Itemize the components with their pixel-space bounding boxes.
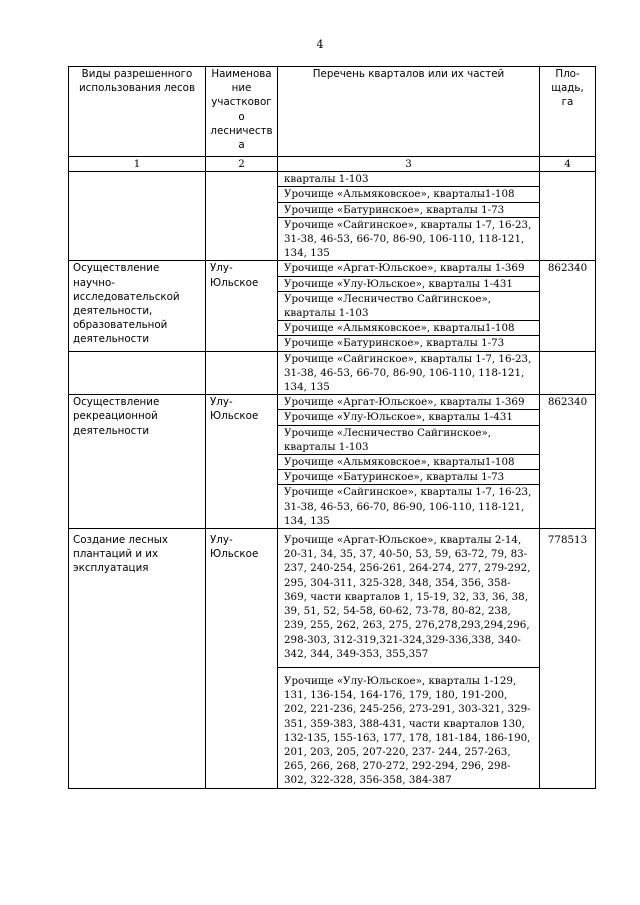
use-type-cell: Создание лесных плантаций и их эксплуатация xyxy=(69,529,206,788)
column-number: 4 xyxy=(540,157,596,172)
quarter-item: Урочище «Альмяковское», кварталы1-108 xyxy=(278,187,540,202)
quarter-item: Урочище «Батуринское», кварталы 1-73 xyxy=(278,336,540,351)
area-cell: 862340 xyxy=(540,395,596,529)
area-cell xyxy=(540,351,596,395)
use-type-cell: Осуществление рекреационной деятельности xyxy=(69,395,206,529)
forestry-cell: Улу-Юльское xyxy=(206,261,278,351)
table-row xyxy=(69,172,596,187)
quarter-item: Урочище «Улу-Юльское», кварталы 1-431 xyxy=(278,410,540,425)
header-area: Пло- щадь, га xyxy=(540,67,596,157)
quarter-item: Урочище «Альмяковское», кварталы1-108 xyxy=(278,321,540,336)
forest-use-table xyxy=(68,66,596,789)
table-row xyxy=(69,261,596,276)
forestry-cell: Улу-Юльское xyxy=(206,395,278,529)
header-forestry: Наименова ние участковог о лесничеств а xyxy=(206,67,278,157)
column-number: 2 xyxy=(206,157,278,172)
quarter-item: Урочище «Аргат-Юльское», кварталы 2-14, 20-31, 34, 35, 37, 40-50, 53, 59, 63-72, 79, 83-237, 240-254, 256-261, 264-274, 277, 279-292, 295, 304-311, 325-328, 348, 354, 356, 358-369, части кварталов 1, 15-19, 32, 33, 36, 38, 39, 51, 52, 54-58, 60-62, 73-78, 80-82, 238, 239, 255, 262, 263, 275, 276,278,293,294,296, 298-303, 312-319,321-324,329-336,338, 340-342, 344, 349-353, 355,357 xyxy=(278,529,540,668)
quarter-item: Урочище «Альмяковское», кварталы1-108 xyxy=(278,455,540,470)
quarter-item: Урочище «Аргат-Юльское», кварталы 1-369 xyxy=(278,395,540,410)
header-use-type: Виды разрешенного использования лесов xyxy=(69,67,206,157)
forestry-cell: Улу-Юльское xyxy=(206,529,278,788)
table-row xyxy=(69,351,596,395)
quarter-item: кварталы 1-103 xyxy=(278,172,540,187)
area-cell: 778513 xyxy=(540,529,596,788)
use-type-cell xyxy=(69,351,206,395)
quarter-item: Урочище «Улу-Юльское», кварталы 1-431 xyxy=(278,276,540,291)
header-quarters: Перечень кварталов или их частей xyxy=(278,67,540,157)
table-row xyxy=(69,529,596,668)
page-number: 4 xyxy=(316,38,324,51)
forestry-cell xyxy=(206,172,278,261)
column-number: 1 xyxy=(69,157,206,172)
quarter-item: Урочище «Лесничество Сайгинское», кварталы 1-103 xyxy=(278,425,540,454)
column-number-row xyxy=(69,157,596,172)
quarter-item: Урочище «Аргат-Юльское», кварталы 1-369 xyxy=(278,261,540,276)
quarter-item: Урочище «Сайгинское», кварталы 1-7, 16-23, 31-38, 46-53, 66-70, 86-90, 106-110, 118-121, 134, 135 xyxy=(278,351,540,395)
use-type-cell xyxy=(69,172,206,261)
area-cell: 862340 xyxy=(540,261,596,351)
table-row xyxy=(69,395,596,410)
quarter-item: Урочище «Улу-Юльское», кварталы 1-129, 131, 136-154, 164-176, 179, 180, 191-200, 202, 221-236, 245-256, 273-291, 303-321, 329-351, 359-383, 388-431, части кварталов 130, 132-135, 155-163, 177, 178, 181-184, 186-190, 201, 203, 205, 207-220, 237- 244, 257-263, 265, 266, 268, 270-272, 292-294, 296, 298-302, 322-328, 356-358, 384-387 xyxy=(278,667,540,788)
quarter-item: Урочище «Сайгинское», кварталы 1-7, 16-23, 31-38, 46-53, 66-70, 86-90, 106-110, 118-121, 134, 135 xyxy=(278,217,540,261)
use-type-cell: Осуществление научно-исследовательской деятельности, образовательной деятельности xyxy=(69,261,206,351)
area-cell xyxy=(540,172,596,261)
quarter-item: Урочище «Батуринское», кварталы 1-73 xyxy=(278,202,540,217)
column-number: 3 xyxy=(278,157,540,172)
quarter-item: Урочище «Батуринское», кварталы 1-73 xyxy=(278,470,540,485)
quarter-item: Урочище «Лесничество Сайгинское», кварталы 1-103 xyxy=(278,291,540,320)
forestry-cell xyxy=(206,351,278,395)
header-row xyxy=(69,67,596,157)
quarter-item: Урочище «Сайгинское», кварталы 1-7, 16-23, 31-38, 46-53, 66-70, 86-90, 106-110, 118-121, 134, 135 xyxy=(278,485,540,529)
